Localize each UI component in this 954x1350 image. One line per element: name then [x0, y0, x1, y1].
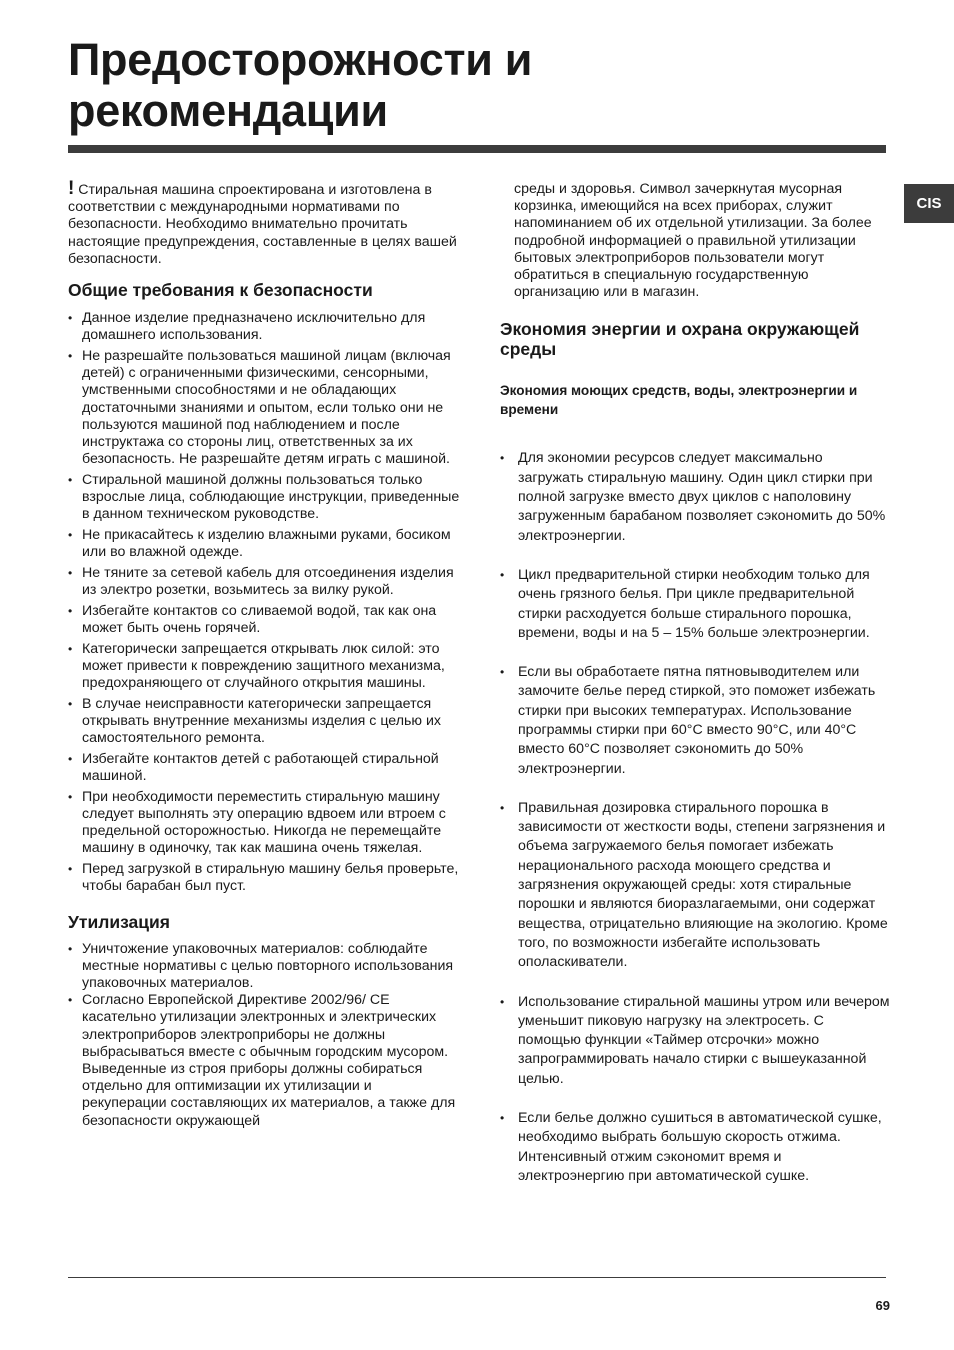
disposal-heading: Утилизация: [68, 911, 171, 932]
right-column: [500, 181, 890, 1186]
list-item: • Для экономии ресурсов следует максимально загружать стиральную машину. Один цикл стирки при полной загрузке вместо двух циклов с наполовину загруженным барабаном позволяет сэкономить до 50% электроэнергии.: [500, 449, 890, 545]
list-item: • Если белье должно сушиться в автоматической сушке, необходимо выбрать большую скорость отжима. Интенсивный отжим сэкономит время и электроэнергию при автоматической сушке.: [500, 1109, 890, 1186]
intro-text: Стиральная машина спроектирована и изготовлена в соответствии с международными нормативами по безопасности. Необходимо внимательно прочитать настоящие предупреждения, составленные в целях вашей безопасности.: [68, 182, 457, 267]
disposal-list: [68, 941, 460, 1130]
list-item: • Избегайте контактов детей с работающей стиральной машиной.: [68, 751, 460, 785]
energy-subheading: Экономия моющих средств, воды, электроэнергии и времени: [500, 383, 858, 418]
title-divider: [68, 145, 886, 153]
left-column: [68, 178, 460, 1133]
list-item: • Если вы обработаете пятна пятновыводителем или замочите белье перед стиркой, это поможет избежать стирки при высоких температурах. Использование программы стирки при 60°C вместо 90°C, или 40°C вместо 60°C позволяет сэкономить до 50% электроэнергии.: [500, 663, 890, 779]
energy-list: [500, 449, 890, 1186]
list-item: • Данное изделие предназначено исключительно для домашнего использования.: [68, 310, 460, 344]
list-item: • Перед загрузкой в стиральную машину белья проверьте, чтобы барабан был пуст.: [68, 861, 460, 895]
list-item: • Правильная дозировка стирального порошка в зависимости от жесткости воды, степени загрязнения и объема загружаемого белья помогает избежать нерационального расхода моющего средства и загрязнения окружающей среды: хотя стиральные порошки и являются биоразлагаемыми, они содержат вещества, отрицательно влияющие на экологию. Кроме того, по возможности избегайте использовать ополаскиватели.: [500, 799, 890, 973]
list-item: • Избегайте контактов со сливаемой водой, так как она может быть очень горячей.: [68, 603, 460, 637]
page-title-line-1: Предосторожности и: [68, 34, 533, 85]
safety-heading: Общие требования к безопасности: [68, 280, 373, 301]
language-tab: CIS: [904, 184, 954, 223]
page-number: 69: [875, 1298, 890, 1313]
list-item: • Цикл предварительной стирки необходим только для очень грязного белья. При цикле предварительной стирки расходуется больше стирального порошка, времени, воды и на 5 – 15% больше электроэнергии.: [500, 566, 890, 643]
list-item: • Категорически запрещается открывать люк силой: это может привести к повреждению защитного механизма, предохраняющего от случайного открытия машины.: [68, 641, 460, 693]
page-title: [68, 34, 888, 136]
energy-heading: Экономия энергии и охрана окружающей среды: [500, 319, 860, 360]
list-item: • Не прикасайтесь к изделию влажными руками, босиком или во влажной одежде.: [68, 527, 460, 561]
page-title-line-2: рекомендации: [68, 85, 388, 136]
list-item: • Не разрешайте пользоваться машиной лицам (включая детей) с ограниченными физическими, сенсорными, умственными способностями и не обладающих достаточными знаниями и опытом, если только они не пользуются машиной под наблюдением и после инструктажа со стороны лиц, ответственных за их безопасность. Не разрешайте детям играть с машиной.: [68, 348, 460, 468]
list-item: • Использование стиральной машины утром или вечером уменьшит пиковую нагрузку на электросеть. С помощью функции «Таймер отсрочки» можно запрограммировать начало стирки с вышеуказанной целью.: [500, 993, 890, 1089]
list-item: • В случае неисправности категорически запрещается открывать внутренние механизмы изделия с целью их самостоятельного ремонта.: [68, 696, 460, 748]
footer-divider: [68, 1277, 886, 1278]
list-item: • Согласно Европейской Директиве 2002/96/ CE касательно утилизации электронных и электрических электроприборов электроприборы не должны выбрасываться вместе с обычным городским мусором. Выведенные из строя приборы должны собираться отдельно для оптимизации их утилизации и рекуперации составляющих их материалов, а также для безопасности окружающей: [68, 992, 460, 1130]
safety-list: [68, 310, 460, 896]
warning-icon: !: [68, 178, 75, 199]
disposal-continuation: среды и здоровья. Символ зачеркнутая мусорная корзинка, имеющийся на всех приборах, служит напоминанием об их отдельной утилизации. За более подробной информацией о правильной утилизации бытовых электроприборов пользователи могут обратиться в специальную государственную организацию или в магазин.: [514, 181, 872, 301]
list-item: • Уничтожение упаковочных материалов: соблюдайте местные нормативы с целью повторного использования упаковочных материалов.: [68, 941, 460, 993]
list-item: • При необходимости переместить стиральную машину следует выполнять эту операцию вдвоем или втроем с предельной осторожностью. Никогда не перемещайте машину в одиночку, так как машина очень тяжелая.: [68, 789, 460, 858]
list-item: • Не тяните за сетевой кабель для отсоединения изделия из электро розетки, возьмитесь за вилку рукой.: [68, 565, 460, 599]
intro-paragraph: [68, 178, 460, 268]
list-item: • Стиральной машиной должны пользоваться только взрослые лица, соблюдающие инструкции, приведенные в данном техническом руководстве.: [68, 472, 460, 524]
